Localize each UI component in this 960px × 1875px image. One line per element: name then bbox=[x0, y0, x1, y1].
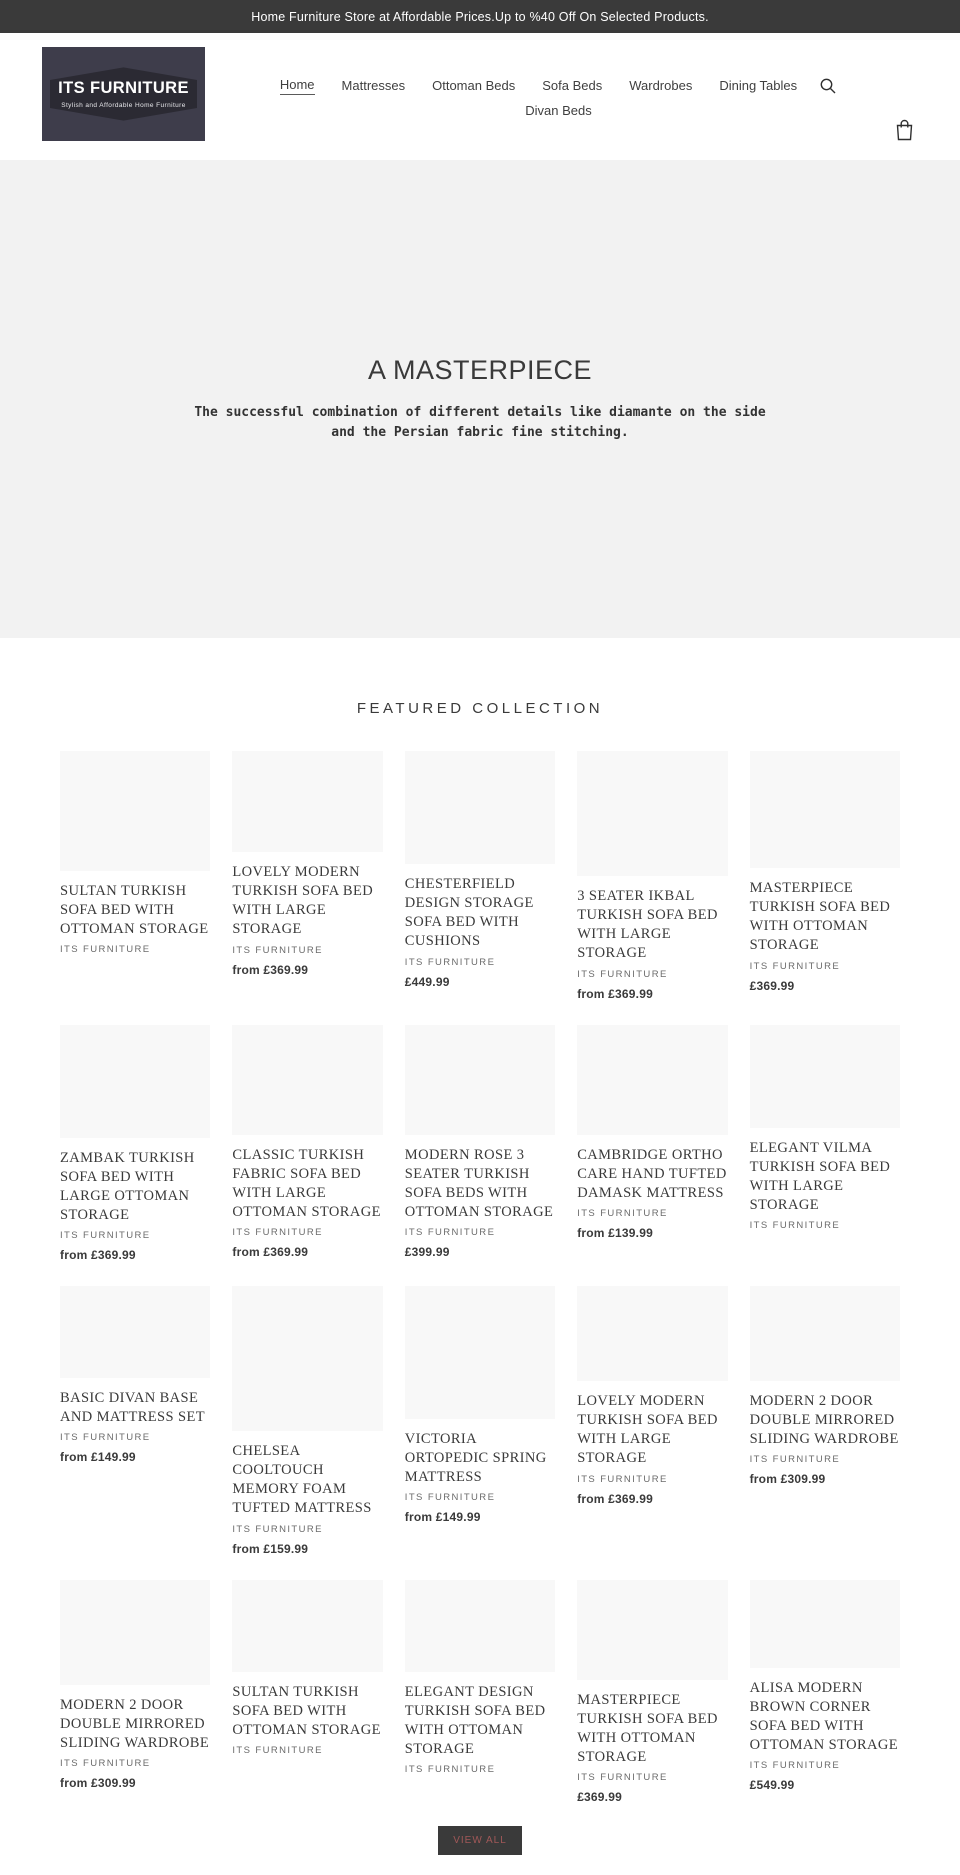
product-card bbox=[577, 751, 727, 1001]
product-card bbox=[405, 1025, 555, 1260]
product-price: from £369.99 bbox=[60, 1248, 136, 1262]
product-title-link[interactable]: CLASSIC TURKISH FABRIC SOFA BED WITH LARGE OTTOMAN STORAGE bbox=[232, 1146, 381, 1220]
nav-item-home[interactable]: Home bbox=[280, 77, 315, 95]
product-title-link[interactable]: 3 SEATER IKBAL TURKISH SOFA BED WITH LARGE STORAGE bbox=[577, 888, 718, 962]
product-title-link[interactable]: ELEGANT DESIGN TURKISH SOFA BED WITH OTTOMAN STORAGE bbox=[404, 1683, 546, 1757]
view-all-button[interactable]: VIEW ALL bbox=[438, 1826, 522, 1855]
product-image[interactable] bbox=[232, 1580, 382, 1672]
product-card bbox=[60, 1286, 210, 1464]
site-header bbox=[0, 33, 960, 160]
nav-item-divan-beds[interactable]: Divan Beds bbox=[525, 103, 592, 118]
product-image[interactable] bbox=[60, 751, 210, 871]
search-button[interactable] bbox=[819, 77, 837, 95]
product-vendor: ITS FURNITURE bbox=[577, 1207, 668, 1219]
search-icon bbox=[819, 77, 837, 95]
product-card bbox=[750, 1025, 900, 1232]
product-title-link[interactable]: MODERN ROSE 3 SEATER TURKISH SOFA BEDS WITH OTTOMAN STORAGE bbox=[404, 1146, 554, 1220]
product-card bbox=[232, 1286, 382, 1556]
product-price: £369.99 bbox=[749, 978, 795, 993]
product-vendor: ITS FURNITURE bbox=[404, 1492, 496, 1504]
product-title-link[interactable]: BASIC DIVAN BASE AND MATTRESS SET bbox=[60, 1390, 205, 1426]
cart-button[interactable] bbox=[895, 119, 914, 141]
product-card bbox=[405, 751, 555, 989]
product-vendor: ITS FURNITURE bbox=[60, 1757, 151, 1769]
hero-subtitle-line2: and the Persian fabric fine stitching. bbox=[331, 425, 629, 440]
product-image[interactable] bbox=[750, 1580, 900, 1668]
featured-collection-section bbox=[0, 638, 960, 1855]
nav-links-row1 bbox=[280, 77, 797, 95]
nav-item-mattresses[interactable]: Mattresses bbox=[341, 77, 406, 93]
product-price: from £369.99 bbox=[232, 1245, 309, 1259]
product-image[interactable] bbox=[577, 1025, 727, 1135]
nav-item-wardrobes[interactable]: Wardrobes bbox=[629, 77, 693, 93]
product-price: from £149.99 bbox=[60, 1450, 136, 1465]
product-image[interactable] bbox=[750, 1025, 900, 1128]
product-card bbox=[577, 1286, 727, 1506]
nav-links-row2 bbox=[525, 103, 591, 120]
product-vendor: ITS FURNITURE bbox=[577, 1473, 668, 1485]
product-title-link[interactable]: CAMBRIDGE ORTHO CARE HAND TUFTED DAMASK MATTRESS bbox=[577, 1146, 727, 1201]
product-image[interactable] bbox=[60, 1286, 210, 1378]
view-all-row bbox=[0, 1826, 960, 1855]
hero-subtitle bbox=[194, 403, 765, 443]
product-image[interactable] bbox=[60, 1580, 210, 1685]
product-price: £449.99 bbox=[404, 974, 450, 989]
product-card bbox=[232, 1580, 382, 1756]
product-vendor: ITS FURNITURE bbox=[749, 1454, 841, 1466]
product-price: from £309.99 bbox=[749, 1472, 826, 1487]
product-price: £369.99 bbox=[577, 1790, 622, 1804]
nav-row-2 bbox=[525, 103, 591, 120]
product-image[interactable] bbox=[232, 1025, 382, 1135]
product-grid bbox=[60, 751, 900, 1804]
product-price: from £369.99 bbox=[577, 1491, 653, 1506]
product-image[interactable] bbox=[577, 1580, 727, 1680]
product-title-link[interactable]: VICTORIA ORTOPEDIC SPRING MATTRESS bbox=[404, 1431, 547, 1486]
product-vendor: ITS FURNITURE bbox=[577, 968, 668, 980]
product-image[interactable] bbox=[405, 1025, 555, 1135]
announcement-bar bbox=[0, 0, 960, 33]
product-image[interactable] bbox=[232, 751, 382, 852]
product-vendor: ITS FURNITURE bbox=[60, 1432, 151, 1444]
product-card bbox=[577, 1025, 727, 1240]
product-card bbox=[750, 751, 900, 993]
product-vendor: ITS FURNITURE bbox=[404, 956, 496, 968]
nav-item-ottoman-beds[interactable]: Ottoman Beds bbox=[432, 77, 516, 93]
product-vendor: ITS FURNITURE bbox=[404, 1764, 496, 1775]
product-card bbox=[232, 751, 382, 977]
product-vendor: ITS FURNITURE bbox=[577, 1772, 668, 1783]
hero-banner bbox=[0, 160, 960, 638]
product-title-link[interactable]: LOVELY MODERN TURKISH SOFA BED WITH LARGE STORAGE bbox=[232, 864, 374, 938]
product-vendor: ITS FURNITURE bbox=[60, 944, 151, 956]
product-title-link[interactable]: SULTAN TURKISH SOFA BED WITH OTTOMAN STORAGE bbox=[232, 1683, 381, 1738]
product-title-link[interactable]: ZAMBAK TURKISH SOFA BED WITH LARGE OTTOMAN STORAGE bbox=[60, 1149, 195, 1223]
product-image[interactable] bbox=[577, 1286, 727, 1381]
product-price: from £159.99 bbox=[232, 1541, 309, 1556]
product-vendor: ITS FURNITURE bbox=[232, 1227, 323, 1238]
product-vendor: ITS FURNITURE bbox=[232, 1744, 323, 1756]
nav-item-dining-tables[interactable]: Dining Tables bbox=[719, 77, 798, 93]
product-price: from £149.99 bbox=[404, 1510, 481, 1525]
product-title-link[interactable]: MASTERPIECE TURKISH SOFA BED WITH OTTOMAN STORAGE bbox=[749, 880, 891, 954]
product-image[interactable] bbox=[405, 1580, 555, 1672]
nav-row-1 bbox=[280, 77, 837, 95]
product-title-link[interactable]: CHELSEA COOLTOUCH MEMORY FOAM TUFTED MATTRESS bbox=[232, 1443, 372, 1517]
hero-title: A MASTERPIECE bbox=[367, 354, 593, 385]
product-vendor: ITS FURNITURE bbox=[232, 944, 323, 956]
featured-collection-heading: FEATURED COLLECTION bbox=[356, 700, 604, 717]
main-navigation bbox=[205, 77, 912, 120]
hero-subtitle-line1: The successful combination of different details like diamante on the side bbox=[194, 404, 766, 420]
product-image[interactable] bbox=[60, 1025, 210, 1138]
product-price: from £369.99 bbox=[232, 962, 309, 977]
store-logo[interactable] bbox=[42, 47, 205, 141]
cart-bag-icon bbox=[895, 119, 914, 141]
product-price: from £309.99 bbox=[60, 1775, 136, 1790]
product-card bbox=[405, 1580, 555, 1776]
product-title-link[interactable]: CHESTERFIELD DESIGN STORAGE SOFA BED WITH CUSHIONS bbox=[404, 876, 534, 950]
product-image[interactable] bbox=[232, 1286, 382, 1431]
product-card bbox=[60, 1025, 210, 1263]
nav-item-sofa-beds[interactable]: Sofa Beds bbox=[542, 77, 603, 93]
product-card bbox=[750, 1286, 900, 1486]
product-price: £549.99 bbox=[749, 1778, 795, 1792]
product-card bbox=[577, 1580, 727, 1805]
product-card bbox=[60, 751, 210, 955]
product-vendor: ITS FURNITURE bbox=[60, 1230, 151, 1241]
product-title-link[interactable]: ALISA MODERN BROWN CORNER SOFA BED WITH OTTOMAN STORAGE bbox=[749, 1679, 899, 1753]
announcement-text: Home Furniture Store at Affordable Prices.Up to %40 Off On Selected Products. bbox=[251, 9, 709, 24]
product-title-link[interactable]: MODERN 2 DOOR DOUBLE MIRRORED SLIDING WARDROBE bbox=[60, 1696, 210, 1751]
product-image[interactable] bbox=[577, 751, 727, 876]
product-title-link[interactable]: LOVELY MODERN TURKISH SOFA BED WITH LARGE STORAGE bbox=[577, 1393, 718, 1467]
product-vendor: ITS FURNITURE bbox=[749, 1220, 841, 1231]
product-card bbox=[232, 1025, 382, 1260]
logo-title: ITS FURNITURE bbox=[58, 79, 189, 97]
product-vendor: ITS FURNITURE bbox=[404, 1227, 496, 1238]
product-vendor: ITS FURNITURE bbox=[749, 1760, 841, 1771]
product-title-link[interactable]: ELEGANT VILMA TURKISH SOFA BED WITH LARGE STORAGE bbox=[749, 1139, 891, 1213]
product-card bbox=[60, 1580, 210, 1790]
product-vendor: ITS FURNITURE bbox=[749, 960, 841, 972]
product-price: from £369.99 bbox=[577, 986, 653, 1001]
logo-tagline: Stylish and Affordable Home Furniture bbox=[61, 102, 186, 109]
product-image[interactable] bbox=[750, 1286, 900, 1381]
product-image[interactable] bbox=[750, 751, 900, 868]
product-card bbox=[750, 1580, 900, 1793]
product-vendor: ITS FURNITURE bbox=[232, 1523, 323, 1535]
product-title-link[interactable]: SULTAN TURKISH SOFA BED WITH OTTOMAN STORAGE bbox=[60, 883, 209, 938]
product-title-link[interactable]: MODERN 2 DOOR DOUBLE MIRRORED SLIDING WARDROBE bbox=[749, 1393, 899, 1448]
product-card bbox=[405, 1286, 555, 1524]
product-image[interactable] bbox=[405, 1286, 555, 1419]
product-price: from £139.99 bbox=[577, 1225, 653, 1240]
product-title-link[interactable]: MASTERPIECE TURKISH SOFA BED WITH OTTOMAN STORAGE bbox=[577, 1691, 718, 1765]
product-image[interactable] bbox=[405, 751, 555, 864]
product-price: £399.99 bbox=[404, 1245, 450, 1259]
